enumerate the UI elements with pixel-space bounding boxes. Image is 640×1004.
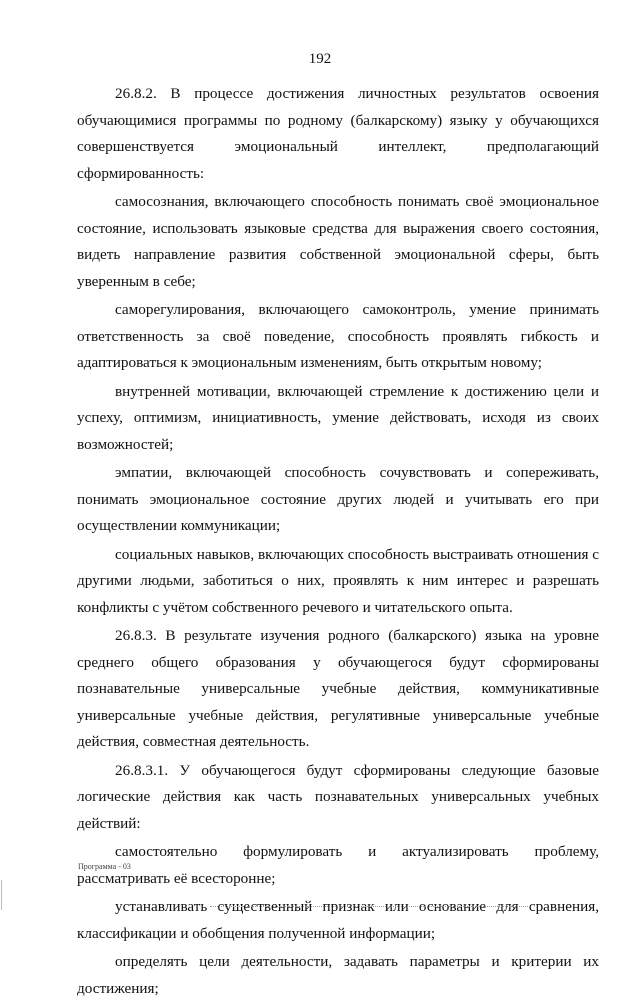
paragraph-define-goals: определять цели деятельности, задавать параметры и критерии их достижения; xyxy=(77,953,599,997)
paragraph-26-8-3: 26.8.3. В результате изучения родного (балкарского) языка на уровне среднего общего образования у обучающегося будут сформированы познавательные универсальные учебные действия, коммуникативные универсальные учебные действия, регулятивные универсальные учебные действия, совместная деятельность. xyxy=(77,627,599,750)
paragraph-internal-motivation: внутренней мотивации, включающей стремление к достижению цели и успеху, оптимизм, инициативность, умение действовать, исходя из своих возможностей; xyxy=(77,382,599,453)
body-text xyxy=(77,81,599,1004)
scan-dotted-line xyxy=(210,906,530,909)
paragraph-social-skills: социальных навыков, включающих способность выстраивать отношения с другими людьми, заботиться о них, проявлять к ним интерес и разрешать конфликты с учётом собственного речевого и читательского опыта. xyxy=(77,545,599,616)
page-number: 192 xyxy=(308,51,332,67)
footer-label: Программа - 03 xyxy=(78,862,131,871)
paragraph-establish-feature: устанавливать существенный признак или основание для сравнения, классификации и обобщения полученной информации; xyxy=(77,898,599,942)
paragraph-empathy: эмпатии, включающей способность сочувствовать и сопереживать, понимать эмоциональное состояние других людей и учитывать его при осуществлении коммуникации; xyxy=(77,464,599,534)
paragraph-26-8-3-1: 26.8.3.1. У обучающегося будут сформированы следующие базовые логические действия как часть познавательных универсальных учебных действий: xyxy=(77,761,599,832)
paragraph-formulate-problem: самостоятельно формулировать и актуализировать проблему, рассматривать её всесторонне; xyxy=(77,843,599,887)
paragraph-self-awareness: самосознания, включающего способность понимать своё эмоциональное состояние, использовать языковые средства для выражения своего состояния, видеть направление развития собственной эмоциональной сферы, быть уверенным в себе; xyxy=(77,193,599,290)
scan-edge-mark xyxy=(1,880,2,910)
paragraph-26-8-2: 26.8.2. В процессе достижения личностных результатов освоения обучающимися программы по родному (балкарскому) языку у обучающихся совершенствуется эмоциональный интеллект, предполагающий сформированность: xyxy=(77,85,599,182)
paragraph-self-regulation: саморегулирования, включающего самоконтроль, умение принимать ответственность за своё поведение, способность проявлять гибкость и адаптироваться к эмоциональным изменениям, быть открытым новому; xyxy=(77,301,599,371)
